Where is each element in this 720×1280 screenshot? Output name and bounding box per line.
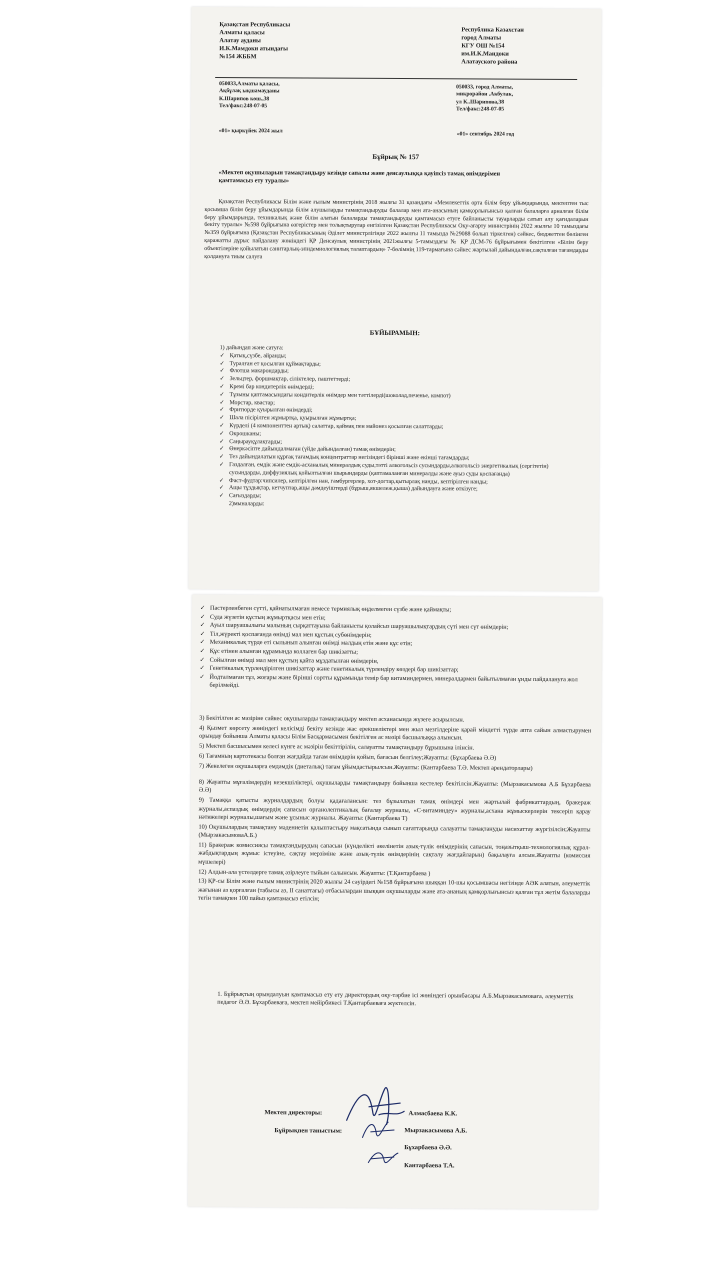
address-right-line: ул К..Шарипова,38	[456, 99, 505, 106]
checkmark-icon: ✓	[199, 621, 206, 629]
address-right-line: микрорайон .Акбулак,	[456, 91, 514, 99]
checkmark-icon: ✓	[219, 384, 225, 391]
list-item-text: Тұзыны қаптамасындағы кондитерлік өнімдер мен тәттілерді(шоколад,печенье, компот)	[229, 391, 451, 400]
order-preamble: Қазақстан Республикасы Білім және ғылым министрінің 2018 жылғы 31 қазандағы «Мемлекеттік орта білім беру ұйымдарында, мектептен тыс қосымша білім беру ұйымдарында білім алушыларды тамақтандыруды балалар мен ата-анасының қамқорлығынсыз қалған балаларға арналған білім беру ұйымдарында, техникалық және білім алатын балаларды тамақтандыруды қамтамасыз етуге байланысты тауарларды сатып алу қағидаларын бекіту туралы» №598 бұйрығына өзгерістер мен толықтырулар енгізілген Қазақстан Республикасы Оқу-ағарту министрінің 2022 жылғы 10 тамыздағы №359 бұйрығына (Қазақстан Республикасының Әділет министрлігінде 2022 жылғы 11 тамызда №29088 болып тіркелген) сәйкес, бюджеттен бөлінген қаражатты дұрыс пайдалану жөніндегі ҚР Денсаулық министрінің 2021жылғы 5-тамыздағы № ҚР ДСМ-76 бұйрығымен бекітілген «Білім беру объектілеріне қойылатын санитарлық-эпидемиологиялық талаптардың» 7-бөлімнің 119-тармағына сәйкес жартылай дайындалған,сақталған тағамдарды қолдануға тиым салуға	[204, 199, 589, 260]
order-subject: «Мектеп оқушыларын тамақтандыру кезінде сапалы және денсаулыққа қауіпсіз тамақ өнімдерімен қамтамасыз ету туралы»	[218, 169, 501, 185]
header-left-line: №154 ЖББМ	[219, 53, 257, 61]
address-right-block	[456, 84, 513, 114]
address-right-line: Тел/факс:248-07-05	[455, 106, 505, 113]
address-left-line: Ақбұлақ ықшамауданы	[219, 88, 280, 95]
document-page-2	[188, 595, 602, 1210]
checkmark-icon: ✓	[199, 630, 206, 638]
header-right-line: город Алматы	[461, 34, 502, 42]
acquainted-name: Бұхарбаева Ә.Ә.	[404, 1144, 452, 1152]
checkmark-icon: ✓	[199, 639, 206, 647]
list-item-text: Зельцтер, форшмақтар, сіліктелер, паштеттерді;	[229, 376, 351, 383]
list-item	[219, 462, 579, 479]
clause: 3) Бекітілген ас мәзіріне сәйкес оқушыларды тамақтандыру мектеп асханасында жүзеге асырылсын.	[199, 714, 465, 724]
list-item-text: Фритюрде қуырылған өнімдерді;	[229, 407, 313, 414]
clause: 5) Мектеп басшысымен келесі күнге ас мәзірін бекіттірілін, салауатты тамақтандыру бұрышына ілінсін.	[199, 742, 475, 752]
list-item-text: Туралған ет қосылған құймақтарды;	[229, 360, 321, 368]
header-right-block	[461, 26, 524, 66]
signature-icon	[358, 1116, 398, 1144]
order-title: Бұйрық № 157	[372, 152, 420, 162]
list-item-text: Фаст-фудтар:чипсилер, кептірілген нан, гамбургерлер, хот-догтар,қытырлақ нанды, кептірілген нанды;	[229, 477, 488, 486]
checkmark-icon: ✓	[219, 423, 225, 430]
clause: 6) Тағамның картотекасы болған жағдайда тағам өнімдерін қойып, бағасын белгілеу;Жауапты: (Бұхарбаева Ә.Ә)	[198, 752, 497, 762]
checkmark-icon: ✓	[219, 454, 225, 461]
list-item-text: Тіл,жүректі қоспағанда өнімді мал мен құстың субөнімдерін;	[209, 630, 372, 639]
acquainted-name: Мырзакасымова А.Б.	[404, 1127, 468, 1135]
list-item-text: Өнеркәсіпте дайындалмаған (үйде дайындалған) тамақ өнімдерін;	[229, 446, 396, 454]
header-right-line: Алатауского района	[461, 58, 518, 66]
list-item-text: Генетикалық түрлендірілген шикізаттар және генетикалық түрлендіру көздері бар шикізаттар;	[209, 664, 459, 674]
document-page-1	[188, 7, 601, 591]
address-left-line: К.Шарипов көш.,38	[219, 95, 270, 103]
header-left-line: Алатау ауданы	[219, 37, 261, 45]
checkmark-icon: ✓	[219, 352, 225, 359]
checkmark-icon: ✓	[199, 673, 205, 681]
list-item-text: Механикалық түрде еті сылынып алынған өнімді малдың етін және құс етін;	[209, 639, 413, 648]
header-left-line: И.К.Мамдоки атындағы	[219, 45, 289, 53]
list-item-text: Морстар, квастар;	[229, 399, 275, 406]
clause: 8) Жауапты мұғалімдердің кезекшіліктері, оқушыларды тамақтандыру бойынша кестелер бекітілсін.Жауапты: (Мырзакасымова А.Б Бұхарбаева Ә.Ә)	[198, 778, 591, 795]
list-item-text: Газдалған, емдік және емдік-асханалық минералдық суды,тәтті алкогольсіз сусындарды,алкогольсіз энергетикалық (сергітетін) сусындарды, диффузиялық қойылтылған шырындарды (қаптамаланған минералды және ауыз суды қоспағанда)	[229, 462, 549, 478]
clause: 4) Қызмет көрсету жөніндегі келісімді бекіту кезінде жас ерекшеліктері мен жыл мезгілдеріне қарай міндетті түрде апта сайын алмастырумен орындау бойынша Алматы қаласы Білім Басқармасымен бекітілген ас мәзірі басшылыққа алынсын.	[199, 724, 592, 742]
checkmark-icon: ✓	[219, 368, 225, 375]
director-label: Мектеп директоры:	[264, 1109, 323, 1117]
header-left-block	[219, 21, 290, 61]
list-item-text: Шала пісірілген жұмыртқа, қуырылған жұмыртқа;	[229, 415, 357, 422]
list-item-text: Флотша макарондарды;	[229, 368, 289, 375]
clause: 12) Алдын-ала үстелдерге тамақ әзірлеуге тыйым салынсын. Жауапты: (Т.Қантарбаева )	[198, 868, 431, 877]
checkmark-icon: ✓	[199, 613, 206, 621]
checkmark-icon: ✓	[200, 604, 206, 612]
order-body	[204, 199, 588, 263]
list-item-text: Кремі бар кондитерлік өнімдерді;	[229, 384, 314, 391]
header-left-line: Қазақстан Республикасы	[219, 21, 291, 29]
checkmark-icon: ✓	[199, 656, 205, 664]
header-right-line: КГУ ОШ №154	[461, 42, 505, 50]
checkmark-icon: ✓	[219, 446, 225, 453]
director-name: Алмасбаева К.К.	[408, 1110, 458, 1118]
list-item-text: Суда жүзетін құстың жұмыртқасы мен етін;	[209, 613, 326, 622]
list-item-text: Ащы тұздықтар, кетчуптар,ащы дәмдеуіштерді (бұрыш,якшележ,қыша) дайындауға және өткізуге;	[228, 485, 478, 493]
list-intro: 1) дайындап және сатуға:	[219, 345, 284, 352]
checkmark-icon: ✓	[199, 647, 205, 655]
checkmark-icon: ✓	[219, 477, 224, 484]
address-right-line: 050033, город Алматы,	[456, 84, 513, 91]
header-right-line: Республика Казахстан	[461, 26, 524, 34]
prohibited-list-2	[199, 605, 590, 694]
list-item-text: Пастерленбеген сүтті, қайнатылмаған немесе термиялық өңделмеген сүзбе және қаймақты;	[210, 604, 452, 614]
checkmark-icon: ✓	[219, 360, 225, 367]
address-left-line: 050033,Алматы қаласы,	[219, 81, 280, 88]
signature-icon	[364, 1145, 404, 1169]
list-item-text: Сойылған өнімді мал мен құстың қайта мұздатылған өнімдерін,	[209, 656, 379, 665]
checkmark-icon: ✓	[199, 664, 205, 672]
list-item-text: Қатық,сүзбе, айранды;	[229, 352, 287, 360]
prohibited-list-1	[219, 345, 580, 511]
clause: 10) Оқушылардың тамақтану мәдениетін қалыптастыру мақсатында сынып сағаттарында салауатты тамақтануды насихаттау жүргізілсін;Жауапты (МырзакасымоваА.Б.)	[198, 823, 591, 840]
header-right-line: им.И.К.Мандоки	[461, 50, 509, 58]
list-item-text: Саңырауқұлақтарды;	[229, 438, 283, 445]
clause: 11) Бракераж комиссиясы тамақтандырудың сапасын (күнделікті әкелінетін азық-түлік өнімдерінің сапасын, тоңазытқыш-технологиялық құрал-жабдықтардың жұмыс істеуіне, сақтау мерзіміне және азық-түлік өнімдерінің сақталу жағдайларын) бақылауға алсын.Жауапты (комиссия мүшелері)	[198, 841, 591, 866]
checkmark-icon: ✓	[219, 430, 225, 437]
checkmark-icon: ✓	[219, 407, 225, 414]
acquainted-name: Кантарбаева Т.А.	[404, 1162, 455, 1170]
checkmark-icon: ✓	[219, 438, 225, 445]
list-item-text: Ауыл шаруашылығы малының сырқаттауына байланысты қолайсыз шаруашылықтардың сүті мен сүт өнімдерін;	[209, 621, 509, 631]
date-left: «01» қыркүйек 2024 жыл	[218, 128, 283, 135]
order-clauses	[198, 715, 591, 908]
acquainted-label: Бұйрықпен таныстым:	[274, 1127, 343, 1135]
list-item-text: Сағыздарды;	[228, 493, 262, 500]
clause: 9) Тамаққа қатысты журналдардың болуы қадағалансын: тез бұзылатын тамақ өнімдері мен жартылай фабрикаттардың, бракераж журналы,аспаздық өнімдердің сапасын органолептикалық бағалау журналы, «С-витаминдеу» журналы,асхана жұмыскерлерін тексеріп қарау нәтижелері журналы,шағым және ұсыныс журналы. Жауапты: (Кантарбаева Т)	[198, 796, 591, 823]
list-item-text: Тез дайындалатын құрғақ тағамдық концентраттар негізіндегі бірінші және екінші тағамдарды;	[229, 454, 470, 462]
checkmark-icon: ✓	[219, 399, 225, 406]
list-item	[199, 673, 589, 693]
command-heading: БҰЙЫРАМЫН:	[369, 329, 420, 338]
list-item-text: Окрошканы;	[229, 430, 261, 438]
responsibility-clause: 1. Бұйрықтың орындалуын қамтамасыз ету ету директордың оқу-тәрбие ісі жөніндегі орынбасары А.Б.Мырзакасымоваға, әлеуметтік педагог Ә.Ә. Бұхарбаеваға, мектеп мейірбикесі Т.Қантарбаеваға жүктелсін.	[217, 990, 574, 1008]
header-divider	[215, 77, 577, 80]
address-left-block	[219, 81, 280, 111]
checkmark-icon: ✓	[218, 485, 224, 492]
clause: 13) ҚР-сы Білім және ғылым министрінің 2020 жылғы 24 сәуірдегі №158 бұйрығына шыққан 10-шы қосымшасы негізінде АӘК алатын, әлеуметтік жағынан аз қорғалған (табысы аз, II санаттағы) отбасылардан шыққан оқушыларды және ата-ананың қамқорлығынсыз қалған тұл жетім балаларды тегін тамақпен 100 пайыз қамтамасыз етілсін;	[197, 878, 591, 903]
header-left-line: Алматы қаласы	[219, 29, 265, 37]
list-item-text: Күрделі (4 компоненттен артық) салаттар, қаймақ пен майонез қосылған салаттарды;	[229, 423, 444, 431]
list-tail: 2)мыналарды:	[228, 501, 265, 508]
list-item-text: Құс етінен алынған құрамында коллаген бар шикізатты;	[209, 647, 358, 656]
checkmark-icon: ✓	[218, 493, 224, 500]
address-left-line: Тел/факс:248-07-05	[218, 103, 268, 110]
checkmark-icon: ✓	[219, 415, 225, 422]
date-right: «01» сентябрь 2024 год	[456, 131, 515, 138]
list-item-text: Йодталмаған тұз, жоғары және бірінші сортты құрамында темір бар витаминдермен, минералдармен байытылмаған ұнды пайдалануға жол берілмейді.	[209, 673, 578, 690]
checkmark-icon: ✓	[219, 376, 225, 383]
clause: 7) Жекелеген оқушыларға емдәмдік (диеталық) тағам ұйымдастырылсын.Жауапты: (Кантарбаева Т.Ә. Мектеп арендаторлары)	[198, 762, 533, 772]
checkmark-icon: ✓	[219, 391, 225, 398]
checkmark-icon: ✓	[219, 462, 225, 469]
